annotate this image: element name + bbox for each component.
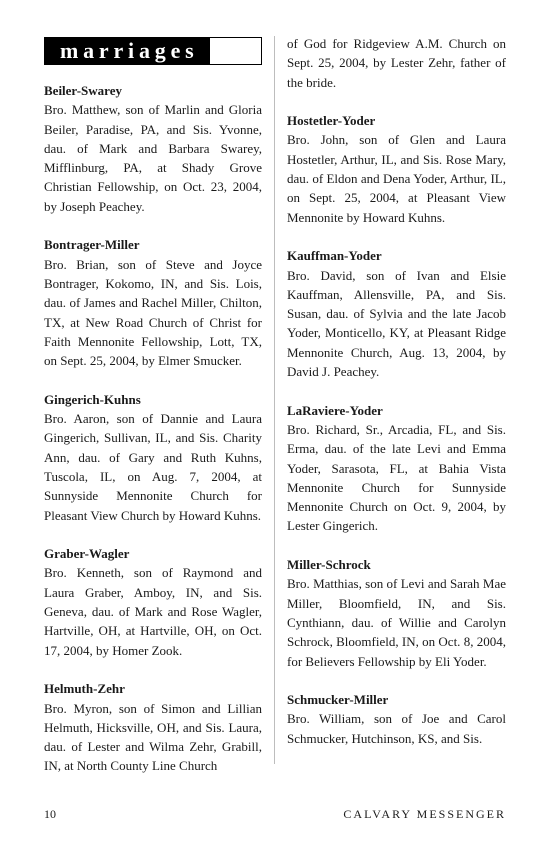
marriage-entry-continuation [287, 34, 506, 92]
column-divider [274, 36, 275, 764]
section-header-box [44, 37, 262, 65]
entry-title: Gingerich-Kuhns [44, 391, 141, 407]
entry-title: Miller-Schrock [287, 557, 371, 573]
marriage-entry [287, 246, 506, 381]
entry-body: Bro. Brian, son of Steve and Joyce Bontrager, Kokomo, IN, and Sis. Lois, dau. of James and Rachel Miller, Chilton, TX, at New Road Church of Christ for Faith Mennonite Fellowship, Lott, TX, on Sept. 25, 2004, by Elmer Smucker. [44, 256, 262, 369]
marriage-entry [287, 555, 506, 671]
entry-body: Bro. Kenneth, son of Raymond and Laura Graber, Amboy, IN, and Sis. Geneva, dau. of Mark and Rose Wagler, Hartville, OH, at Hartville, OH, on Oct. 17, 2004, by Homer Zook. [44, 565, 262, 658]
entry-body: Bro. Richard, Sr., Arcadia, FL, and Sis. Erma, dau. of the late Levi and Emma Yoder, Sarasota, FL, at Bahia Vista Mennonite Church for Sunnyside Mennonite Church on Oct. 9, 2004, by Lester Gingerich. [287, 421, 506, 534]
marriage-entry [287, 111, 506, 227]
entry-body: Bro. David, son of Ivan and Elsie Kauffman, Allensville, PA, and Sis. Susan, dau. of Sylvia and the late Jacob Yoder, Monticello, KY, at Pleasant Ridge Mennonite Church, Aug. 13, 2004, by David J. Peachey. [287, 267, 506, 380]
entry-title: Beiler-Swarey [44, 83, 122, 98]
entry-body: Bro. Matthias, son of Levi and Sarah Mae Miller, Bloomfield, IN, and Sis. Cynthiann, dau. of Willie and Carolyn Schrock, Bloomfield, IN, on Oct. 8, 2004, for Believers Fellowship by Eli Yoder. [287, 576, 506, 669]
marriage-entry [287, 690, 506, 748]
entry-title: Graber-Wagler [44, 546, 130, 562]
entry-body: Bro. William, son of Joe and Carol Schmucker, Hutchinson, KS, and Sis. [287, 711, 506, 746]
left-column [44, 81, 262, 795]
right-column [287, 34, 506, 767]
marriage-entry [44, 390, 262, 525]
marriage-entry [44, 235, 262, 370]
section-header: marriages [45, 38, 210, 64]
entry-body: Bro. John, son of Glen and Laura Hostetler, Arthur, IL, and Sis. Rose Mary, dau. of Eldon and Dena Yoder, Arthur, IL, on Sept. 25, 2004, at Pleasant View Mennonite by Howard Kuhns. [287, 132, 506, 225]
publication-name: CALVARY MESSENGER [343, 807, 506, 821]
entry-body: Bro. Aaron, son of Dannie and Laura Gingerich, Sullivan, IL, and Sis. Charity Ann, dau. of Gary and Ruth Kuhns, Tuscola, IL, on Aug. 7, 2004, at Sunnyside Mennonite Church for Pleasant View Church by Howard Kuhns. [44, 411, 262, 523]
marriage-entry [44, 544, 262, 660]
page-number: 10 [44, 807, 56, 821]
entry-body: Bro. Myron, son of Simon and Lillian Helmuth, Hicksville, OH, and Sis. Laura, dau. of Lester and Wilma Zehr, Grabill, IN, at North County Line Church [44, 700, 262, 774]
marriage-entry [44, 679, 262, 775]
entry-body: Bro. Matthew, son of Marlin and Gloria Beiler, Paradise, PA, and Sis. Yvonne, dau. of Mark and Barbara Swarey, Mifflinburg, PA, at Shady Grove Christian Fellowship, on Oct. 23, 2004, by Joseph Peachey. [44, 102, 262, 214]
marriage-entry [44, 81, 262, 216]
entry-title: Hostetler-Yoder [287, 113, 376, 129]
entry-title: LaRaviere-Yoder [287, 402, 383, 418]
entry-title: Schmucker-Miller [287, 692, 389, 708]
entry-title: Kauffman-Yoder [287, 248, 382, 264]
entry-title: Bontrager-Miller [44, 237, 140, 253]
marriage-entry [287, 401, 506, 536]
entry-title: Helmuth-Zehr [44, 681, 125, 697]
entry-body: of God for Ridgeview A.M. Church on Sept. 25, 2004, by Lester Zehr, father of the bride. [287, 36, 506, 90]
